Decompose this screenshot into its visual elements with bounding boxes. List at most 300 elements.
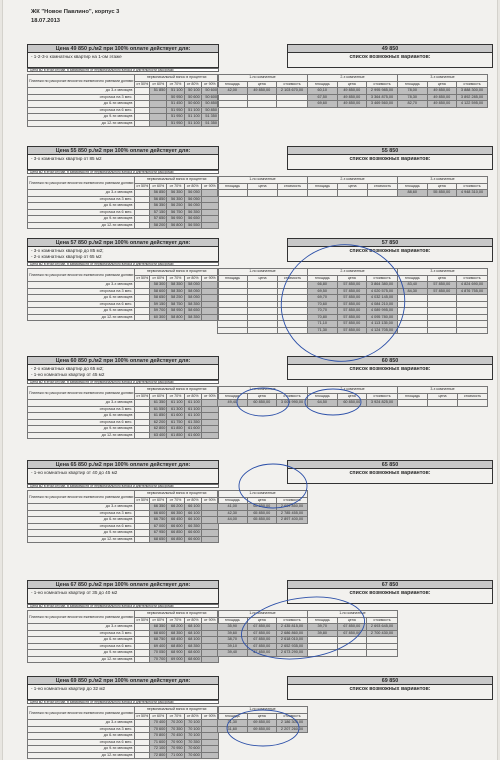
installment-term: отсрочка на 3 мес. bbox=[28, 630, 135, 637]
install-header: первоначальный взнос в процентах bbox=[135, 269, 219, 276]
apt-col: стоимость bbox=[277, 713, 308, 720]
price-cell: 67 950 bbox=[150, 530, 167, 537]
installment-term: до 12-ти месяцев bbox=[28, 656, 135, 663]
apt-cell: 2 897 400,00 bbox=[277, 517, 308, 524]
apt-cell: 39,70 bbox=[308, 624, 338, 631]
installment-term: до 6-ти месяцев bbox=[28, 203, 135, 210]
percent-col: от 90% bbox=[201, 275, 218, 282]
price-cell bbox=[135, 222, 150, 229]
price-cell: 66 350 bbox=[150, 504, 167, 511]
price-cell: 68 350 bbox=[167, 630, 184, 637]
price-cell: 69 400 bbox=[150, 643, 167, 650]
apt-cell: 3 864 380,00 bbox=[367, 282, 398, 289]
price-cell: 61 100 bbox=[184, 406, 201, 413]
price-cell: 50 600 bbox=[201, 88, 218, 95]
price-cell: 72 800 bbox=[150, 752, 167, 759]
price-cell: 59 700 bbox=[150, 308, 167, 315]
installment-term: до 9-ти месяцев bbox=[28, 746, 135, 753]
price-cell: 70 050 bbox=[150, 650, 167, 657]
apartment-row bbox=[218, 504, 308, 511]
price-cell: 70 450 bbox=[167, 733, 184, 740]
apt-col: стоимость bbox=[278, 275, 308, 282]
price-cell: 56 350 bbox=[167, 190, 184, 197]
apt-col: цена bbox=[247, 497, 277, 504]
apt-col: площадь bbox=[218, 497, 248, 504]
apt-col-row bbox=[218, 497, 308, 504]
apt-group: 1-но комнатные bbox=[218, 611, 308, 618]
apt-col: площадь bbox=[218, 393, 248, 400]
price-cell: 56 350 bbox=[184, 209, 201, 216]
percent-col: от 70% bbox=[167, 497, 184, 504]
apt-col: цена bbox=[427, 81, 457, 88]
apt-cell: 60,10 bbox=[308, 88, 338, 95]
installment-term: до 3-х месяцев bbox=[28, 624, 135, 631]
percent-col: от 90% bbox=[201, 393, 218, 400]
block-title: Цена 65 850 р./м2 при 100% оплате действует для: bbox=[28, 461, 218, 469]
apt-cell: 49 850,00 bbox=[427, 94, 457, 101]
apt-col: цена bbox=[428, 393, 458, 400]
condition-line: - 1-но комнатных квартир от 45 м2 bbox=[31, 372, 105, 377]
installment-note: Цена м2 в этом случае, в зависимости от первоначального взноса и длительности рассрочки: bbox=[27, 262, 219, 266]
apt-cell bbox=[457, 327, 488, 334]
apt-cell: 65 850,00 bbox=[247, 510, 277, 517]
price-cell: 66 450 bbox=[167, 517, 184, 524]
price-cell: 57 650 bbox=[150, 216, 167, 223]
apt-col: площадь bbox=[398, 183, 428, 190]
apt-cell: 67,50 bbox=[308, 94, 338, 101]
price-conditions-box bbox=[27, 460, 219, 484]
price-cell: 56 750 bbox=[167, 209, 184, 216]
apt-cell bbox=[218, 190, 248, 197]
apt-cell bbox=[338, 190, 368, 197]
apartment-row bbox=[218, 726, 308, 733]
apt-cell bbox=[427, 327, 457, 334]
apt-cell: 2 435 815,00 bbox=[277, 624, 308, 631]
apt-cell bbox=[218, 101, 248, 108]
apt-col: площадь bbox=[218, 275, 248, 282]
price-value: 55 850 bbox=[288, 147, 492, 155]
price-cell: 61 850 bbox=[167, 432, 184, 439]
installment-note: Цена м2 в этом случае, в зависимости от первоначального взноса и длительности рассрочки: bbox=[27, 68, 219, 72]
apartments-table bbox=[217, 490, 308, 524]
installment-header bbox=[28, 611, 219, 618]
install-header: первоначальный взнос в процентах bbox=[135, 611, 219, 618]
price-cell: 70 600 bbox=[184, 752, 201, 759]
apt-cell: 57 850,00 bbox=[337, 321, 367, 328]
percent-col: от 70% bbox=[167, 275, 184, 282]
apt-group-row bbox=[218, 75, 488, 82]
apt-cell: 44,00 bbox=[218, 517, 248, 524]
price-conditions-box bbox=[27, 676, 219, 700]
apt-cell: 2 103 670,00 bbox=[277, 88, 308, 95]
condition-line: - 2-х комнатных квартир до 65 м2; bbox=[31, 366, 104, 371]
price-cell: 50 600 bbox=[184, 101, 201, 108]
apt-col: цена bbox=[427, 183, 457, 190]
price-cell: 56 050 bbox=[184, 190, 201, 197]
price-cell: 66 750 bbox=[150, 517, 167, 524]
percent-col: от 60% bbox=[150, 617, 167, 624]
price-cell: 66 600 bbox=[184, 536, 201, 543]
installment-header bbox=[28, 269, 219, 276]
apt-cell bbox=[398, 327, 428, 334]
apt-cell: 2 207 260,00 bbox=[277, 726, 308, 733]
price-cell bbox=[201, 222, 218, 229]
apt-col: цена bbox=[248, 183, 278, 190]
apt-cell: 4 122 595,00 bbox=[457, 101, 488, 108]
condition-line: - 2-х комнатных квартир от 65 м2 bbox=[31, 254, 102, 259]
apt-cell: 42,00 bbox=[218, 88, 248, 95]
price-cell: 58 350 bbox=[184, 301, 201, 308]
install-header: первоначальный взнос в процентах bbox=[135, 75, 219, 82]
apt-group: 3-х комнатные bbox=[398, 387, 488, 394]
apt-cell: 35,90 bbox=[218, 624, 248, 631]
apt-col: цена bbox=[337, 393, 367, 400]
percent-col: от 60% bbox=[150, 497, 167, 504]
price-value: 60 850 bbox=[288, 357, 492, 365]
document-date: 18.07.2013 bbox=[31, 18, 61, 24]
price-value: 49 850 bbox=[288, 45, 492, 53]
price-cell: 58 250 bbox=[167, 295, 184, 302]
price-box bbox=[287, 44, 493, 68]
apt-cell: 2 652 935,00 bbox=[277, 643, 308, 650]
apt-cell: 67 850,00 bbox=[247, 624, 277, 631]
options-label: список возможных вариантов: bbox=[349, 686, 431, 692]
apt-cell: 42,30 bbox=[218, 510, 248, 517]
price-cell: 61 600 bbox=[184, 426, 201, 433]
price-cell: 70 100 bbox=[184, 720, 201, 727]
installment-term: до 12-ти месяцев bbox=[28, 120, 135, 127]
condition-line: - 3-х комнатных квартир до 85 м2; bbox=[31, 248, 104, 253]
options-label: список возможных вариантов: bbox=[349, 366, 431, 372]
apt-group: 2-х комнатные bbox=[308, 269, 398, 276]
apt-cell: 49,40 bbox=[218, 400, 248, 407]
installment-term: отсрочка на 3 мес. bbox=[28, 196, 135, 203]
apt-cell: 64,50 bbox=[308, 400, 338, 407]
price-cell: 56 800 bbox=[167, 222, 184, 229]
apt-col: площадь bbox=[308, 617, 338, 624]
block-conditions bbox=[28, 469, 218, 483]
apt-cell: 83,40 bbox=[398, 282, 428, 289]
percent-col: от 60% bbox=[150, 81, 167, 88]
apartment-row bbox=[218, 88, 488, 95]
installment-term: до 6-ти месяцев bbox=[28, 413, 135, 420]
installment-term: отсрочка на 3 мес. bbox=[28, 510, 135, 517]
block-conditions bbox=[28, 53, 218, 67]
apt-col: стоимость bbox=[367, 393, 398, 400]
installment-header bbox=[28, 491, 219, 498]
price-cell: 50 600 bbox=[201, 94, 218, 101]
price-cell: 66 350 bbox=[184, 523, 201, 530]
price-cell: 56 650 bbox=[184, 216, 201, 223]
complex-title: ЖК "Новое Павлино", корпус 3 bbox=[31, 9, 120, 15]
options-label: список возможных вариантов: bbox=[349, 248, 431, 254]
apt-col: цена bbox=[247, 713, 277, 720]
apt-col: площадь bbox=[308, 81, 338, 88]
apt-col: цена bbox=[337, 617, 367, 624]
apt-cell: 41,00 bbox=[218, 504, 248, 511]
price-cell: 69 000 bbox=[167, 656, 184, 663]
options-label: список возможных вариантов: bbox=[349, 590, 431, 596]
apartment-row bbox=[218, 510, 308, 517]
price-cell: 70 400 bbox=[150, 720, 167, 727]
price-box bbox=[287, 356, 493, 380]
percent-col: от 50% bbox=[136, 183, 149, 188]
apt-col: цена bbox=[248, 275, 278, 282]
price-cell: 51 100 bbox=[184, 107, 201, 114]
pay-header: Платежи по рассрочке вносятся ежемесячно равными долями bbox=[28, 269, 135, 282]
installment-term: до 3-х месяцев bbox=[28, 504, 135, 511]
apt-cell: 3 888 300,00 bbox=[457, 88, 488, 95]
installment-note: Цена м2 в этом случае, в зависимости от первоначального взноса и длительности рассрочки: bbox=[27, 700, 219, 704]
apartment-row bbox=[218, 650, 398, 657]
price-cell: 51 450 bbox=[167, 101, 184, 108]
apartments-table bbox=[217, 610, 398, 657]
price-cell bbox=[135, 752, 150, 759]
price-cell: 66 600 bbox=[184, 530, 201, 537]
apt-cell bbox=[308, 190, 338, 197]
installment-term: до 3-х месяцев bbox=[28, 190, 135, 197]
price-cell: 61 100 bbox=[184, 413, 201, 420]
apartments-table bbox=[217, 176, 488, 197]
apt-col: цена bbox=[247, 617, 277, 624]
percent-col: от 50% bbox=[136, 393, 149, 398]
installment-note: Цена м2 в этом случае, в зависимости от первоначального взноса и длительности рассрочки: bbox=[27, 170, 219, 174]
apt-cell: 69,60 bbox=[308, 101, 338, 108]
price-cell: 56 850 bbox=[150, 190, 167, 197]
percent-col: от 60% bbox=[150, 713, 167, 720]
price-box bbox=[287, 146, 493, 170]
apt-cell: 67 850,00 bbox=[247, 643, 277, 650]
installment-header bbox=[28, 387, 219, 394]
apt-col: стоимость bbox=[277, 393, 308, 400]
apt-cell: 78,00 bbox=[398, 88, 428, 95]
installment-note: Цена м2 в этом случае, в зависимости от первоначального взноса и длительности рассрочки: bbox=[27, 604, 219, 608]
installment-note: Цена м2 в этом случае, в зависимости от первоначального взноса и длительности рассрочки: bbox=[27, 380, 219, 384]
price-cell: 66 850 bbox=[167, 530, 184, 537]
percent-col: от 80% bbox=[184, 393, 201, 400]
apt-col: стоимость bbox=[457, 275, 488, 282]
price-value: 65 850 bbox=[288, 461, 492, 469]
pay-header: Платежи по рассрочке вносятся ежемесячно равными долями bbox=[28, 491, 135, 504]
percent-col: от 90% bbox=[201, 183, 218, 190]
percent-col: от 50% bbox=[136, 497, 149, 502]
apt-cell: 4 084 210,00 bbox=[367, 301, 398, 308]
apt-col: стоимость bbox=[277, 81, 308, 88]
apt-col: площадь bbox=[308, 275, 338, 282]
price-cell: 70 600 bbox=[184, 746, 201, 753]
apt-cell: 31,60 bbox=[218, 726, 248, 733]
percent-col: от 70% bbox=[167, 713, 184, 720]
apt-group-row bbox=[218, 177, 488, 184]
percent-col: от 80% bbox=[184, 713, 201, 720]
apt-cell: 66,80 bbox=[308, 282, 338, 289]
price-cell: 57 150 bbox=[150, 209, 167, 216]
installment-table bbox=[27, 176, 219, 229]
price-cell: 61 100 bbox=[184, 400, 201, 407]
apt-cell: 49 850,00 bbox=[337, 94, 367, 101]
price-cell: 68 600 bbox=[184, 656, 201, 663]
percent-col: от 50% bbox=[136, 617, 149, 622]
price-cell: 70 350 bbox=[184, 739, 201, 746]
installment-term: отсрочка на 3 мес. bbox=[28, 726, 135, 733]
pay-header: Платежи по рассрочке вносятся ежемесячно равными долями bbox=[28, 177, 135, 190]
install-header: первоначальный взнос в процентах bbox=[135, 707, 219, 714]
price-cell: 51 100 bbox=[167, 88, 184, 95]
price-cell: 51 950 bbox=[167, 114, 184, 121]
apt-cell: 49 850,00 bbox=[247, 88, 277, 95]
price-cell: 71 600 bbox=[150, 739, 167, 746]
installment-table bbox=[27, 490, 219, 543]
apt-cell: 57 850,00 bbox=[337, 295, 367, 302]
percent-col: от 80% bbox=[184, 183, 201, 190]
apt-cell: 49 850,00 bbox=[337, 101, 367, 108]
percent-col: от 50% bbox=[136, 713, 149, 718]
installment-note: Цена м2 в этом случае, в зависимости от первоначального взноса и длительности рассрочки: bbox=[27, 484, 219, 488]
apt-group: 1-но комнатные bbox=[218, 491, 308, 498]
price-cell: 56 350 bbox=[150, 203, 167, 210]
percent-col: от 80% bbox=[184, 497, 201, 504]
apt-group: 1-но комнатные bbox=[218, 75, 308, 82]
apt-cell: 4 876 755,00 bbox=[457, 288, 488, 295]
installment-table bbox=[27, 74, 219, 127]
installment-table bbox=[27, 386, 219, 439]
apt-col: площадь bbox=[218, 183, 248, 190]
percent-col: от 60% bbox=[150, 183, 167, 190]
apt-col: стоимость bbox=[457, 183, 488, 190]
price-cell: 70 700 bbox=[150, 656, 167, 663]
price-cell: 56 950 bbox=[167, 216, 184, 223]
installment-term: отсрочка на 6 мес. bbox=[28, 301, 135, 308]
apt-col: площадь bbox=[218, 713, 248, 720]
price-cell: 51 100 bbox=[184, 114, 201, 121]
price-cell: 70 950 bbox=[167, 746, 184, 753]
apt-cell: 60 850,00 bbox=[247, 400, 277, 407]
price-cell bbox=[150, 120, 167, 127]
price-cell: 50 850 bbox=[201, 107, 218, 114]
apartment-row bbox=[218, 327, 488, 334]
price-cell: 72 100 bbox=[150, 746, 167, 753]
apt-cell: 69,70 bbox=[308, 295, 338, 302]
document-header bbox=[31, 8, 119, 26]
price-cell: 66 100 bbox=[184, 510, 201, 517]
apt-cell: 82,70 bbox=[398, 101, 428, 108]
apt-cell: 69 850,00 bbox=[247, 720, 277, 727]
price-cell: 50 950 bbox=[167, 94, 184, 101]
options-label: список возможных вариантов: bbox=[349, 470, 431, 476]
price-cell: 68 750 bbox=[150, 637, 167, 644]
options-label: список возможных вариантов: bbox=[349, 54, 431, 60]
apt-cell: 69,50 bbox=[308, 288, 338, 295]
apt-cell: 31,30 bbox=[218, 720, 248, 727]
price-cell bbox=[201, 656, 218, 663]
apartments-table bbox=[217, 268, 488, 334]
installment-term: отсрочка на 3 мес. bbox=[28, 94, 135, 101]
price-cell bbox=[201, 536, 218, 543]
install-header: первоначальный взнос в процентах bbox=[135, 177, 219, 184]
apt-cell: 4 948 310,00 bbox=[457, 190, 488, 197]
installment-term: до 9-ти месяцев bbox=[28, 114, 135, 121]
percent-col: от 60% bbox=[150, 275, 167, 282]
block-title: Цена 67 850 р./м2 при 100% оплате действует для: bbox=[28, 581, 218, 589]
price-cell: 70 350 bbox=[167, 726, 184, 733]
apt-cell: 69 850,00 bbox=[247, 726, 277, 733]
apt-group-row bbox=[218, 387, 488, 394]
apt-cell: 2 618 010,00 bbox=[277, 637, 308, 644]
price-value: 67 850 bbox=[288, 581, 492, 589]
block-title: Цена 57 850 р./м2 при 100% оплате действует для: bbox=[28, 239, 218, 247]
apt-group: 3-х комнатные bbox=[398, 75, 488, 82]
installment-term: до 12-ти месяцев bbox=[28, 314, 135, 321]
installment-term: до 12-ти месяцев bbox=[28, 432, 135, 439]
apt-cell: 39,40 bbox=[218, 650, 248, 657]
apt-cell: 65 850,00 bbox=[247, 504, 277, 511]
price-cell: 56 850 bbox=[150, 196, 167, 203]
apt-cell bbox=[308, 650, 338, 657]
price-cell: 51 950 bbox=[167, 107, 184, 114]
apartment-row bbox=[218, 720, 308, 727]
price-cell: 70 100 bbox=[184, 726, 201, 733]
apt-cell: 49 850,00 bbox=[337, 88, 367, 95]
price-cell: 62 200 bbox=[150, 419, 167, 426]
price-cell: 58 800 bbox=[167, 314, 184, 321]
price-cell: 68 900 bbox=[167, 650, 184, 657]
apt-cell: 2 699 850,00 bbox=[277, 504, 308, 511]
apt-cell bbox=[277, 101, 308, 108]
installment-table bbox=[27, 268, 219, 321]
price-cell: 58 650 bbox=[150, 295, 167, 302]
price-cell: 66 100 bbox=[184, 504, 201, 511]
apt-cell: 70,60 bbox=[308, 301, 338, 308]
apartment-row bbox=[218, 101, 488, 108]
installment-term: до 6-ти месяцев bbox=[28, 101, 135, 108]
pay-header: Платежи по рассрочке вносятся ежемесячно равными долями bbox=[28, 75, 135, 88]
price-cell: 58 350 bbox=[184, 314, 201, 321]
percent-col: от 80% bbox=[184, 617, 201, 624]
installment-term: до 9-ти месяцев bbox=[28, 216, 135, 223]
price-cell bbox=[135, 536, 150, 543]
price-cell: 51 100 bbox=[184, 120, 201, 127]
price-cell: 68 600 bbox=[184, 650, 201, 657]
apt-cell bbox=[278, 190, 308, 197]
price-cell: 58 050 bbox=[184, 295, 201, 302]
apt-cell: 57 850,00 bbox=[427, 282, 457, 289]
installment-term: до 12-ти месяцев bbox=[28, 222, 135, 229]
apt-cell: 57 850,00 bbox=[337, 327, 367, 334]
apt-cell: 39,60 bbox=[218, 630, 248, 637]
block-title: Цена 55 850 р./м2 при 100% оплате действует для: bbox=[28, 147, 218, 155]
price-cell: 68 200 bbox=[167, 624, 184, 631]
apt-cell bbox=[428, 400, 458, 407]
installment-term: до 6-ти месяцев bbox=[28, 733, 135, 740]
installment-header bbox=[28, 75, 219, 82]
price-cell: 58 600 bbox=[150, 288, 167, 295]
apt-cell: 2 785 455,00 bbox=[277, 510, 308, 517]
price-cell: 56 250 bbox=[167, 203, 184, 210]
apt-col: цена bbox=[247, 81, 277, 88]
installment-term: отсрочка на 6 мес. bbox=[28, 107, 135, 114]
apt-cell bbox=[368, 190, 398, 197]
installment-term: до 12-ти месяцев bbox=[28, 536, 135, 543]
apartment-row bbox=[218, 190, 488, 197]
apt-col: стоимость bbox=[367, 617, 398, 624]
price-box bbox=[287, 676, 493, 700]
apt-group: 1-но комнатные bbox=[218, 387, 308, 394]
installment-row bbox=[28, 222, 219, 229]
price-cell: 61 850 bbox=[167, 426, 184, 433]
price-cell: 66 850 bbox=[167, 536, 184, 543]
price-cell bbox=[135, 432, 150, 439]
price-cell: 70 900 bbox=[167, 739, 184, 746]
